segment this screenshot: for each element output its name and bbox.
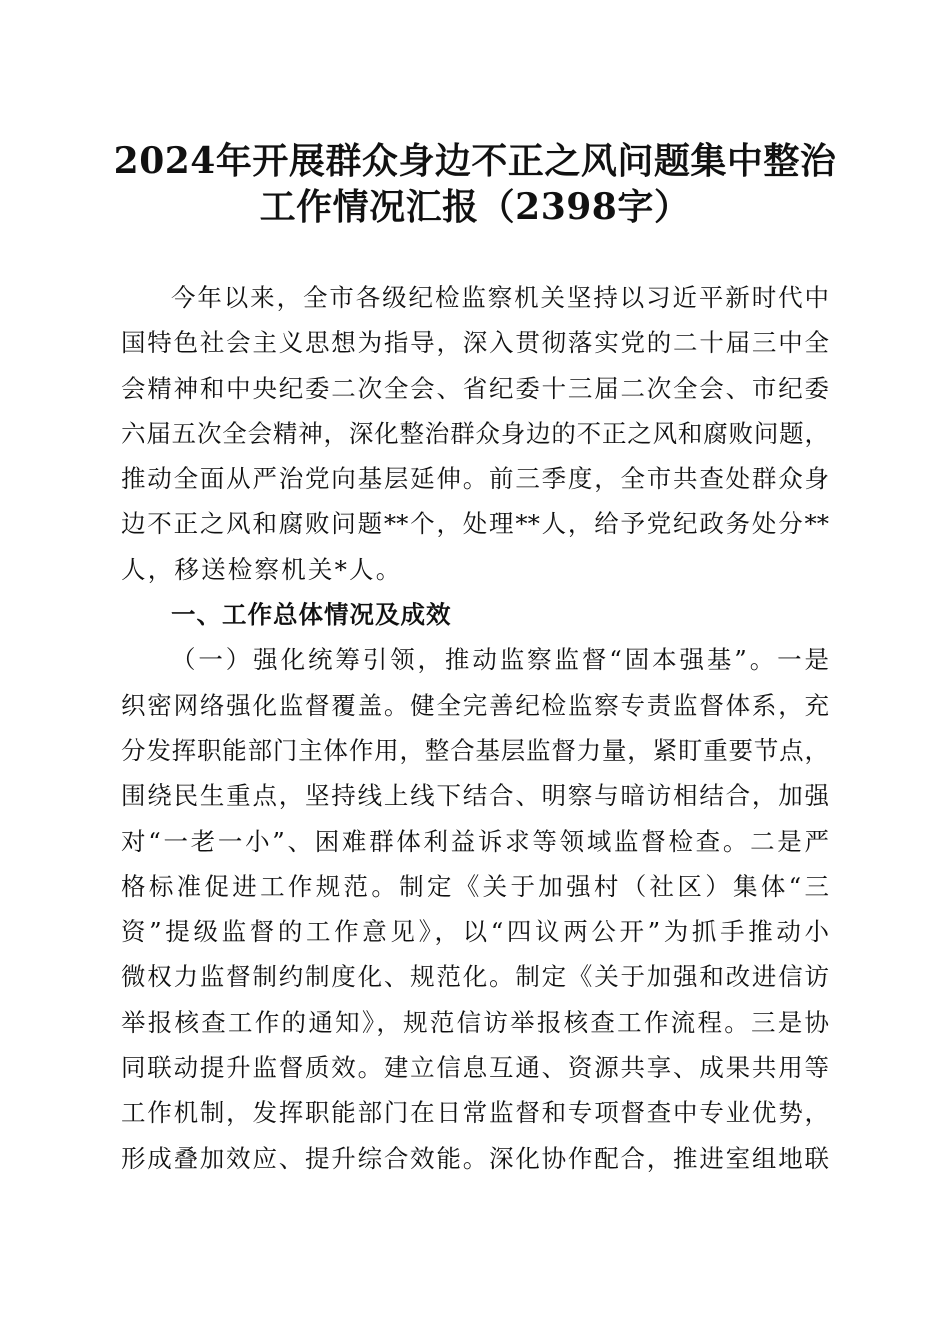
paragraph-2-line: 同联动提升监督质效。建立信息互通、资源共享、成果共用等 [121,1053,829,1083]
title-line-2: 工作情况汇报（2398字） [259,186,691,228]
section-heading: 一、工作总体情况及成效 [171,600,452,630]
paragraph-2-line: 资”提级监督的工作意见》，以“四议两公开”为抓手推动小 [121,917,829,947]
paragraph-2-line: （一）强化统筹引领，推动监察监督“固本强基”。一是 [171,645,829,675]
paragraph-2-line: 格标准促进工作规范。制定《关于加强村（社区）集体“三 [121,871,829,901]
paragraph-2-line: 对“一老一小”、困难群体利益诉求等领域监督检查。二是严 [121,826,829,856]
paragraph-2-line: 形成叠加效应、提升综合效能。深化协作配合，推进室组地联 [121,1143,829,1173]
paragraph-1-line: 边不正之风和腐败问题**个，处理**人，给予党纪政务处分** [121,509,829,539]
paragraph-2-line: 分发挥职能部门主体作用，整合基层监督力量，紧盯重要节点， [121,735,829,765]
document-body [121,275,829,1181]
document-title [100,138,850,230]
paragraph-1-line: 人，移送检察机关*人。 [121,554,403,584]
paragraph-1-line: 会精神和中央纪委二次全会、省纪委十三届二次全会、市纪委 [121,373,829,403]
paragraph-2-line: 微权力监督制约制度化、规范化。制定《关于加强和改进信访 [121,962,829,992]
paragraph-2-line: 织密网络强化监督覆盖。健全完善纪检监察专责监督体系，充 [121,690,829,720]
paragraph-1-line: 六届五次全会精神，深化整治群众身边的不正之风和腐败问题， [121,418,829,448]
paragraph-2-line: 工作机制，发挥职能部门在日常监督和专项督查中专业优势， [121,1098,829,1128]
paragraph-1-line: 国特色社会主义思想为指导，深入贯彻落实党的二十届三中全 [121,328,829,358]
title-line-1: 2024年开展群众身边不正之风问题集中整治 [113,140,837,182]
paragraph-2-line: 举报核查工作的通知》，规范信访举报核查工作流程。三是协 [121,1007,829,1037]
paragraph-1-line: 推动全面从严治党向基层延伸。前三季度，全市共查处群众身 [121,464,829,494]
paragraph-1-line: 今年以来，全市各级纪检监察机关坚持以习近平新时代中 [171,283,829,312]
paragraph-2-line: 围绕民生重点，坚持线上线下结合、明察与暗访相结合，加强 [121,781,829,811]
